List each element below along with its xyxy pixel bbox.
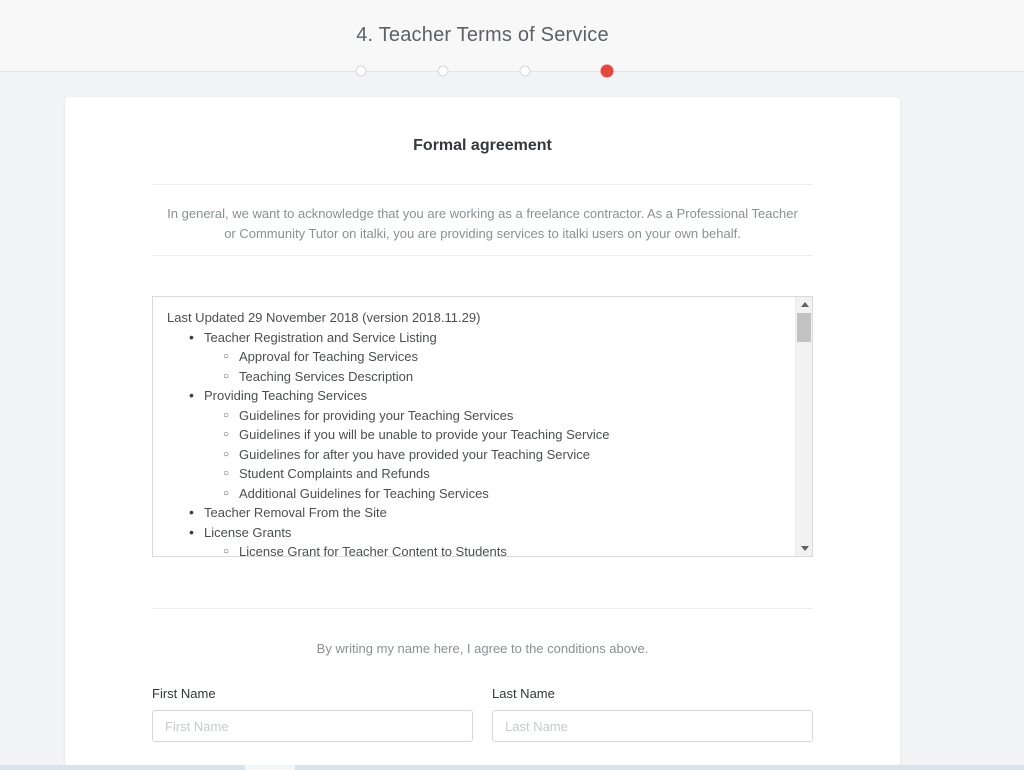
last-name-input[interactable] — [492, 710, 813, 742]
terms-list-item: ○ Guidelines for providing your Teaching Services — [167, 406, 784, 426]
terms-list-item: • Teacher Removal From the Site — [167, 503, 784, 523]
triangle-down-icon — [801, 546, 809, 551]
name-form — [152, 687, 813, 742]
card-heading: Formal agreement — [413, 137, 552, 154]
terms-scroll-box[interactable] — [152, 296, 813, 557]
scrollbar-thumb[interactable] — [797, 313, 811, 342]
horizontal-scrollbar[interactable] — [0, 765, 1024, 770]
triangle-up-icon — [801, 302, 809, 307]
terms-list-item: • License Grants — [167, 523, 784, 543]
step-3-dot[interactable] — [520, 66, 531, 77]
terms-last-updated: Last Updated 29 November 2018 (version 2018.11.29) — [167, 310, 481, 325]
divider — [152, 608, 813, 609]
terms-list-item: ○ Additional Guidelines for Teaching Services — [167, 484, 784, 504]
divider — [152, 184, 813, 185]
terms-list-item: ○ Guidelines if you will be unable to provide your Teaching Service — [167, 425, 784, 445]
last-name-field — [492, 687, 813, 742]
terms-list — [167, 328, 784, 557]
terms-scrollbar[interactable] — [795, 297, 812, 556]
horizontal-scrollbar-thumb[interactable] — [245, 765, 295, 770]
step-4-dot[interactable] — [601, 65, 614, 78]
terms-list-item: • Teacher Registration and Service Listing — [167, 328, 784, 348]
stepper-line — [0, 71, 1024, 72]
step-2-dot[interactable] — [438, 66, 449, 77]
terms-list-item: • Providing Teaching Services — [167, 386, 784, 406]
first-name-input[interactable] — [152, 710, 473, 742]
agreement-card — [65, 97, 900, 766]
terms-content — [153, 297, 812, 556]
scrollbar-down-arrow-icon[interactable] — [796, 541, 813, 556]
terms-list-item: ○ Teaching Services Description — [167, 367, 784, 387]
terms-list-item: ○ Approval for Teaching Services — [167, 347, 784, 367]
first-name-label: First Name — [152, 686, 216, 701]
terms-list-item: ○ Student Complaints and Refunds — [167, 464, 784, 484]
scrollbar-up-arrow-icon[interactable] — [796, 297, 813, 312]
step-1-dot[interactable] — [356, 66, 367, 77]
terms-list-item: ○ Guidelines for after you have provided your Teaching Service — [167, 445, 784, 465]
page-title: 4. Teacher Terms of Service — [356, 24, 609, 46]
divider — [152, 255, 813, 256]
first-name-field — [152, 687, 473, 742]
header — [0, 0, 1024, 71]
intro-text: In general, we want to acknowledge that you are working as a freelance contractor. As a Professional Teacher or Community Tutor on italki, you are providing services to italki users on your own behalf. — [167, 206, 798, 241]
agreement-statement: By writing my name here, I agree to the conditions above. — [316, 641, 649, 656]
last-name-label: Last Name — [492, 686, 555, 701]
terms-list-item: ○ License Grant for Teacher Content to Students — [167, 542, 784, 556]
